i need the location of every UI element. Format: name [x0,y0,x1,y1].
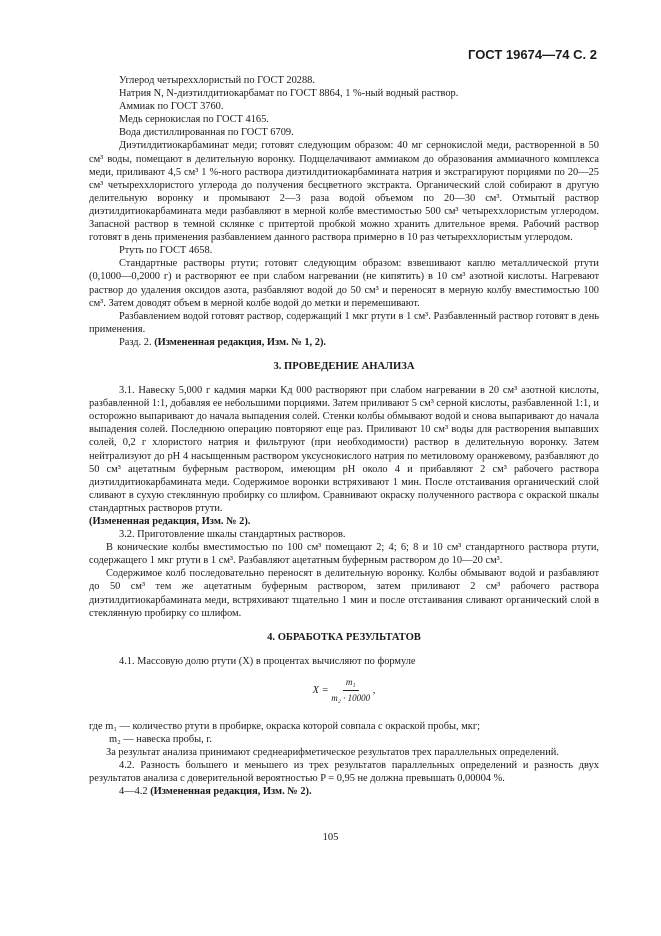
paragraph-3-2-transfer: Содержимое колб последовательно переносят в делительную воронку. Колбы обмывают водой и разбавляют до 50 см³ тем же ацетатным буферным раствором, затем приливают 2 см³ рабочего раствора диэтилдитиокарбамината меди, встряхивают тщательно 1 мин и после отстаивания сливают органический слой в стеклянную пробирку со шлифом. [89,568,599,619]
revision-text: (Измененная редакция, Изм. № 2). [150,786,312,798]
revision-note [89,336,599,349]
formula-where-2: m₂ — навеска пробы, г. [109,734,212,746]
page-header: ГОСТ 19674—74 С. 2 [468,47,597,62]
formula-numerator: m₁ [343,676,359,691]
paragraph-3-2-scale: В конические колбы вместимостью по 100 см³ помещают 2; 4; 6; 8 и 10 см³ стандартного раствора ртути, содержащего 1 мкг ртути в 1 см³. Разбавляют ацетатным буферным раствором до 10—20 см³. [89,542,599,567]
page-number: 105 [322,832,339,843]
document-body [89,74,599,799]
formula-tail: , [372,684,376,696]
paragraph-result: За результат анализа принимают среднеарифметическое результатов трех параллельных определений. [106,747,559,759]
formula [89,676,599,710]
paragraph-4-1: 4.1. Массовую долю ртути (X) в процентах вычисляют по формуле [119,655,416,667]
reagent-item: Натрия N, N-диэтилдитиокарбамат по ГОСТ 8864, 1 %-ный водный раствор. [119,88,459,100]
revision-note [89,785,599,798]
paragraph-standard-solutions: Стандартные растворы ртути; готовят следующим образом: взвешивают каплю металлической ртути (0,1000—0,2000 г) и растворяют ее при слабом нагревании (не кипятить) в 10 см³ азотной кислоты. Нагревают раствор до удаления оксидов азота, разбавляют водой до 50 см³ и переносят в мерную колбу вместимостью 100 см³. Затем доводят объем в мерной колбе водой до метки и перемешивают. [89,258,599,309]
reagent-item: Ртуть по ГОСТ 4658. [119,245,213,257]
section-heading-4: 4. ОБРАБОТКА РЕЗУЛЬТАТОВ [267,631,421,643]
formula-fraction [331,676,370,705]
reagent-item: Углерод четыреххлористый по ГОСТ 20288. [119,75,315,86]
paragraph-3-1: 3.1. Навеску 5,000 г кадмия марки Кд 000 растворяют при слабом нагревании в 20 см³ азотной кислоты, разбавленной 1:1, добавляя ее небольшими порциями. Затем приливают 5 см³ серной кислоты, разбавленной 1:1, и осторожно выпаривают до начала выпадения солей. Стенки колбы обмывают водой и снова выпаривают до начала выпадения солей. Последнюю операцию повторяют еще раз. Приливают 10 см³ воды для растворения выпавших солей, 0,2 г хлористого натрия и фильтруют (при необходимости) раствор в делительную воронку. Затем нейтрализуют до pH 4 насыщенным раствором уксуснокислого натрия по метиловому оранжевому, разбавляют до 50 см³ ацетатным буферным раствором, имеющим pH около 4 и прибавляют 2 см³ рабочего раствора диэтилдитиокарбамината меди. Содержимое воронки встряхивают 1 мин. После отстаивания органический слой сливают в сухую стеклянную пробирку со шлифом. Сравнивают окраску полученного раствора с окраской шкалы стандартных растворов ртути. [89,385,599,514]
reagent-item: Аммиак по ГОСТ 3760. [119,101,224,113]
reagent-item: Медь сернокислая по ГОСТ 4165. [119,114,269,126]
revision-prefix: 4—4.2 [119,786,148,798]
revision-text: (Измененная редакция, Изм. № 1, 2). [154,336,326,348]
formula-lhs: X = [312,684,329,696]
revision-note: (Измененная редакция, Изм. № 2). [89,516,251,527]
paragraph-dilution: Разбавлением водой готовят раствор, содержащий 1 мкг ртути в 1 см³. Разбавленный раствор готовят в день применения. [89,310,599,335]
formula-where-1: где m₁ — количество ртути в пробирке, окраска которой совпала с окраской пробы, мкг; [89,720,480,732]
paragraph-4-2: 4.2. Разность большего и меньшего из трех результатов параллельных определений и разность двух результатов анализа с доверительной вероятностью P = 0,95 не должна превышать 0,00004 %. [89,760,599,785]
revision-prefix: Разд. 2. [119,336,152,348]
section-heading-3: 3. ПРОВЕДЕНИЕ АНАЛИЗА [273,360,415,372]
paragraph-copper-reagent: Диэтилдитиокарбаминат меди; готовят следующим образом: 40 мг сернокислой меди, растворенной в 50 см³ воды, помещают в делительную воронку. Подщелачивают аммиаком до образования аммиачного комплекса меди, приливают 4,5 см³ 1 %-ного раствора диэтилдитиокарбамината натрия и экстрагируют порциями по 20—25 см³ четыреххлористого углерода до получения бесцветного экстракта. Органический слой собирают в другую делительную воронку и промывают 2—3 раза водой объемом по 20—30 см³. Отмытый раствор диэтилдитиокарбамината меди разбавляют в мерной колбе вместимостью 500 см³ четыреххлористым углеродом. Запасной раствор в темной склянке с притертой пробкой можно хранить длительное время. Рабочий раствор готовят в день применения разбавлением данного раствора примерно в 10 раз четыреххлористым углеродом. [89,140,599,244]
reagent-item: Вода дистиллированная по ГОСТ 6709. [119,127,294,139]
formula-denominator: m₂ · 10000 [331,693,371,704]
paragraph-3-2: 3.2. Приготовление шкалы стандартных растворов. [119,529,346,541]
